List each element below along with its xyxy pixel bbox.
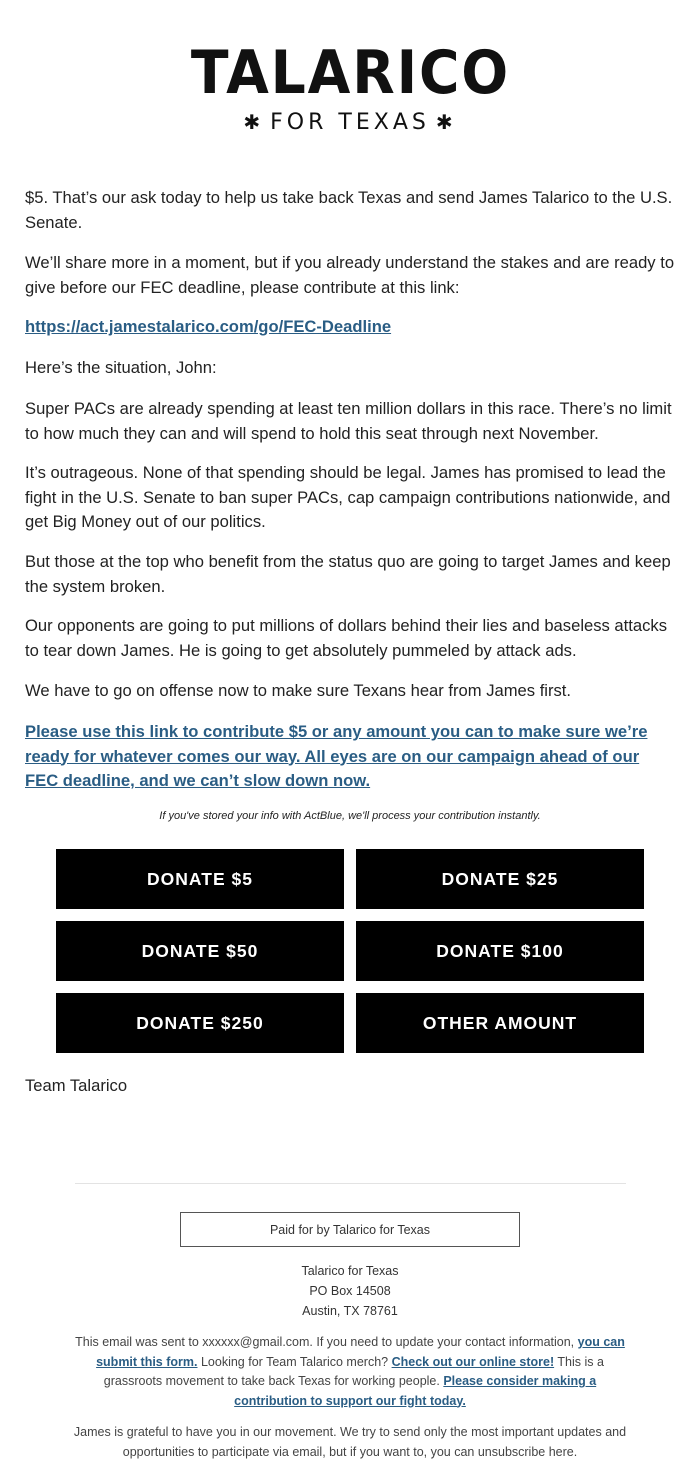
contribute-link-row [25,720,675,794]
donate-25-button[interactable]: DONATE $25 [356,849,644,909]
paragraph-text: Here’s the situation, John: [25,358,217,377]
paragraph-text: But those at the top who benefit from the status quo are going to target James and keep the system broken. [25,552,671,596]
email-paragraph [25,356,675,381]
paragraph-text: Super PACs are already spending at least ten million dollars in this race. There’s no limit to how much they can and will spend to hold this seat through next November. [25,399,672,443]
paragraph-text: $5. That’s our ask today to help us take back Texas and send James Talarico to the U.S. Senate. [25,188,673,232]
paragraph-text: We’ll share more in a moment, but if you already understand the stakes and are ready to give before our FEC deadline, please contribute at this link: [25,253,675,297]
contact-form-link[interactable]: you can submit this form. [96,1335,625,1369]
email-paragraph [25,679,675,704]
logo-subtitle: FOR TEXAS [270,110,430,135]
footer-notice [70,1333,630,1411]
actblue-note: If you've stored your info with ActBlue, we'll process your contribution instantly. [159,810,541,822]
unsubscribe-notice: James is grateful to have you in our movement. We try to send only the most important updates and opportunities to participate via email, but if you want to, you can unsubscribe here. [73,1425,627,1459]
email-paragraph [25,550,675,599]
notice-text: This is a grassroots movement to take back Texas for working people. [103,1354,604,1388]
address-line: PO Box 14508 [309,1284,391,1298]
donate-100-button[interactable]: DONATE $100 [356,921,644,981]
notice-text: Looking for Team Talarico merch? [197,1354,392,1369]
address-line: Austin, TX 78761 [302,1304,398,1318]
other-amount-button[interactable]: OTHER AMOUNT [356,993,644,1053]
logo [0,40,700,137]
logo-title: TALARICO [190,38,510,108]
logo-subtitle-row [0,108,700,137]
paragraph-text: It’s outrageous. None of that spending should be legal. James has promised to lead the fight in the U.S. Senate to ban super PACs, cap campaign contributions nationwide, and get Big Money out of our politics. [25,463,671,531]
email-paragraph [25,461,675,535]
email-paragraph [25,614,675,663]
mailing-address [0,1261,700,1321]
paragraph-text: We have to go on offense now to make sure Texans hear from James first. [25,681,572,700]
deadline-link[interactable]: https://act.jamestalarico.com/go/FEC-Deadline [25,317,392,336]
donate-250-button[interactable]: DONATE $250 [56,993,344,1053]
notice-text: This email was sent to xxxxxx@gmail.com. If you need to update your contact information, [75,1335,578,1349]
deadline-link-row [25,315,675,340]
email-paragraph [25,186,675,235]
star-icon: ✱ [243,110,265,134]
paid-for-box: Paid for by Talarico for Texas [180,1212,520,1247]
online-store-link[interactable]: Check out our online store! [391,1354,555,1369]
email-paragraph [25,251,675,300]
address-line: Talarico for Texas [301,1264,399,1278]
contribute-link[interactable]: Please use this link to contribute $5 or any amount you can to make sure we’re ready for whatever comes our way. All eyes are on our campaign ahead of our FEC deadline, and we can’t slow down now. [25,722,648,790]
paragraph-text: Our opponents are going to put millions of dollars behind their lies and baseless attacks to tear down James. He is going to get absolutely pummeled by attack ads. [25,616,668,660]
donate-5-button[interactable]: DONATE $5 [56,849,344,909]
contribution-link[interactable]: Please consider making a contribution to support our fight today. [234,1374,597,1408]
signoff: Team Talarico [25,1076,128,1095]
email-paragraph [25,397,675,446]
star-icon: ✱ [435,110,457,134]
footer-divider [75,1183,626,1184]
donate-50-button[interactable]: DONATE $50 [56,921,344,981]
